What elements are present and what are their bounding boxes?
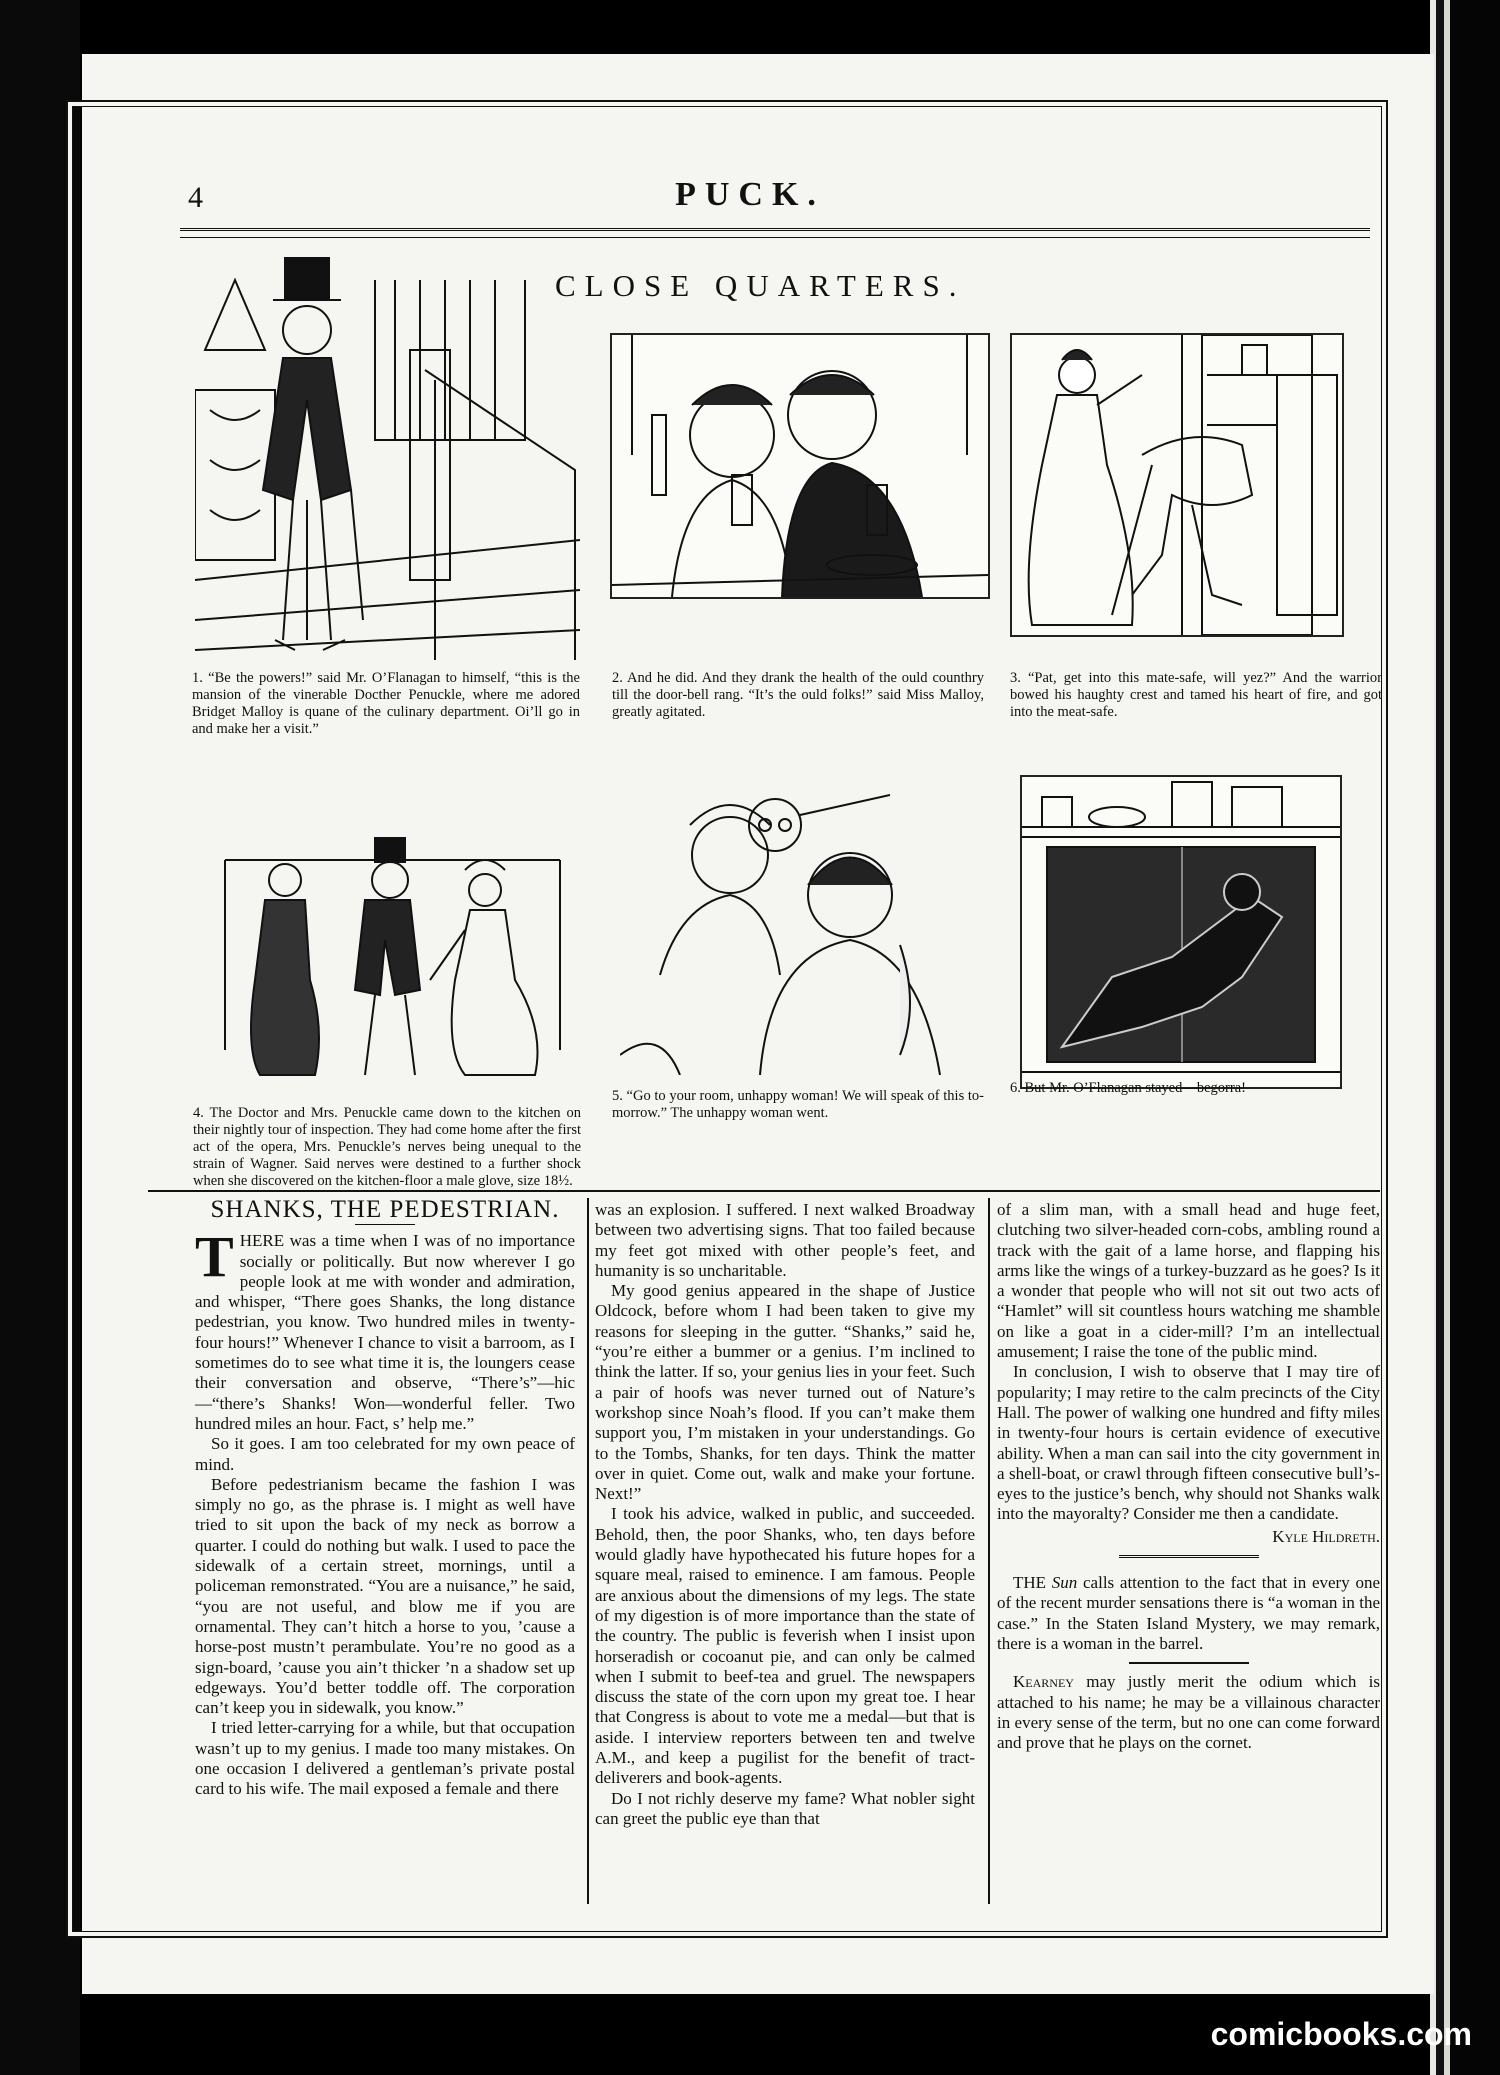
article-paragraph: was an explosion. I suffered. I next walked Broadway between two advertising signs. That too failed because my feet got mixed with other people’s feet, and humanity is so uncharitable.: [595, 1200, 975, 1280]
paragraph-rule: [1129, 1662, 1249, 1664]
column-rule-1: [587, 1198, 589, 1904]
article-paragraph: Before pedestrianism became the fashion I was simply no go, as the phrase is. I might as well have tried to sit upon the back of my neck as borrow a quarter. I could do nothing but walk. I used to pace the sidewalk of a certain street, mornings, until a policeman remonstrated. “You are a nuisance,” he said, “you are not useful, and blow me if you are ornamental. They can’t hitch a horse to you, ’cause a horse-post mustn’t perambulate. You’re no good as a sign-board, ’cause you ain’t thicker ’n a shadow set up edgeways. You’d better toddle off. The corporation can’t keep you in sidewalk, you know.”: [195, 1474, 575, 1718]
panel-3-caption: 3. “Pat, get into this mate-safe, will yez?” And the warrior bowed his haughty crest and tamed his heart of fire, and got into the meat-safe.: [1010, 670, 1382, 720]
panel-6-illustration: [1022, 777, 1340, 1087]
header-rule: [180, 228, 1370, 238]
cartoon-panel-4: [215, 830, 570, 1080]
article-paragraph: THERE was a time when I was of no importance socially or politically. But now wherever I go people look at me with wonder and admiration, and whisper, “There goes Shanks, the long distance pedestrian, you know. Two hundred miles in twenty-four hours!” Whenever I chance to visit a barroom, as I sometimes do to see what time it is, the loungers cease their conversation and observe, “There’s”—hic—“there’s Shanks! Won—wonderful feller. Two hundred miles an hour. Fact, s’ help me.”: [195, 1224, 575, 1433]
sun-paragraph: THE Sun calls attention to the fact that in every one of the recent murder sensations there is “a woman in the case.” In the Staten Island Mystery, we may remark, there is a woman in the barrel.: [997, 1573, 1380, 1653]
page-number: 4: [188, 181, 203, 214]
article-headline: SHANKS, THE PEDESTRIAN.: [210, 1196, 560, 1223]
panel-5-caption: 5. “Go to your room, unhappy woman! We will speak of this to-morrow.” The unhappy woman went.: [612, 1088, 984, 1121]
section-divider: [148, 1190, 1380, 1192]
panel-3-illustration: [1012, 335, 1342, 635]
article-column-3: [997, 1200, 1380, 1753]
panel-6-caption: 6. But Mr. O’Flanagan stayed—begorra!: [1010, 1080, 1246, 1096]
cartoon-panel-5: [620, 775, 980, 1075]
panel-5-illustration: [620, 775, 980, 1075]
headline-rule: [355, 1224, 415, 1225]
kearney-paragraph: Kearney may justly merit the odium which is attached to his name; he may be a villainous character in every sense of the term, but no one can come forward and prove that he plays on the cornet.: [997, 1672, 1380, 1753]
panel-4-caption: 4. The Doctor and Mrs. Penuckle came down to the kitchen on their nightly tour of inspection. They had come home after the first act of the opera, Mrs. Penuckle’s nerves being unequal to the strain of Wagner. Said nerves were destined to a further shock when she discovered on the kitchen-floor a male glove, size 18½.: [193, 1105, 581, 1189]
cartoon-title: CLOSE QUARTERS.: [555, 268, 966, 303]
article-paragraph: In conclusion, I wish to observe that I may tire of popularity; I may retire to the calm precincts of the City Hall. The power of walking one hundred and fifty miles in twenty-four hours is certain evidence of executive ability. When a man can sail into the city government in a shell-boat, or crawl through fifteen consecutive bull’s-eyes to the justice’s bench, why should not Shanks walk into the mayoralty? Consider me then a candidate.: [997, 1362, 1380, 1524]
column-rule-2: [988, 1198, 990, 1904]
article-column-1: [195, 1196, 575, 1800]
cartoon-panel-6: [1020, 775, 1342, 1089]
cartoon-panel-2: [610, 333, 990, 599]
article-paragraph: I took his advice, walked in public, and succeeded. Behold, then, the poor Shanks, who, ten days before would gladly have hypothecated his future hopes for a square meal, raised to eminence. I am famous. People are anxious about the dimensions of my legs. The state of my digestion is of more importance than the state of the country. The public is feverish when I insist upon horseradish or cocoanut pie, and can only be calmed when I submit to beef-tea and gruel. The newspapers discuss the state of the corn upon my great toe. I hear that Congress is about to vote me a medal—but that is aside. I interview reporters between ten and twelve A.M., and keep a pugilist for the benefit of tract-deliverers and book-agents.: [595, 1504, 975, 1788]
article-signature: Kyle Hildreth.: [1272, 1526, 1380, 1546]
article-paragraph: My good genius appeared in the shape of Justice Oldcock, before whom I had been taken to give my reasons for sleeping in the gutter. “Shanks,” said he, “you’re either a bummer or a genius. I’m inclined to think the latter. If so, your genius lies in your feet. Such a pair of hoofs was never turned out of Nature’s workshop since Noah’s flood. If you can’t make them support you, I’m mistaken in your understandings. Go to the Tombs, Shanks, for ten days. Think the matter over in quiet. Come out, walk and make your fortune. Next!”: [595, 1281, 975, 1504]
article-paragraph: So it goes. I am too celebrated for my own peace of mind.: [195, 1434, 575, 1474]
article-paragraph: of a slim man, with a small head and huge feet, clutching two silver-headed corn-cobs, ambling round a track with the gait of a lame horse, and flapping his arms like the wings of a turkey-buzzard as he goes? Is it a wonder that people who will not sit out two acts of “Hamlet” will sit countless hours watching me shamble on like a goat in a cider-mill? I’m an intellectual amusement; I raise the tone of the public mind.: [997, 1200, 1380, 1362]
masthead: PUCK.: [675, 176, 825, 213]
article-column-2: [595, 1200, 975, 1829]
article-paragraph: I tried letter-carrying for a while, but that occupation wasn’t up to my genius. I made too many mistakes. On one occasion I delivered a gentleman’s private postal card to his wife. The mail exposed a female and there: [195, 1718, 575, 1799]
panel-4-illustration: [215, 830, 570, 1080]
panel-2-illustration: [612, 335, 988, 597]
article-paragraph: Do I not richly deserve my fame? What nobler sight can greet the public eye than that: [595, 1788, 975, 1828]
page-edge: [1430, 0, 1500, 2075]
cartoon-panel-1: [195, 240, 580, 660]
panel-2-caption: 2. And he did. And they drank the health of the ould counthry till the door-bell rang. “It’s the ould folks!” said Miss Malloy, greatly agitated.: [612, 670, 984, 720]
panel-1-illustration: [195, 240, 580, 660]
panel-1-caption: 1. “Be the powers!” said Mr. O’Flanagan to himself, “this is the mansion of the vinerable Docther Penuckle, where me adored Bridget Malloy is quane of the culinary department. Oi’ll go in and make her a visit.”: [192, 670, 580, 737]
site-watermark: comicbooks.com: [1210, 2016, 1472, 2052]
section-rule: [1119, 1555, 1259, 1561]
drop-cap: T: [195, 1224, 234, 1290]
cartoon-panel-3: [1010, 333, 1344, 637]
